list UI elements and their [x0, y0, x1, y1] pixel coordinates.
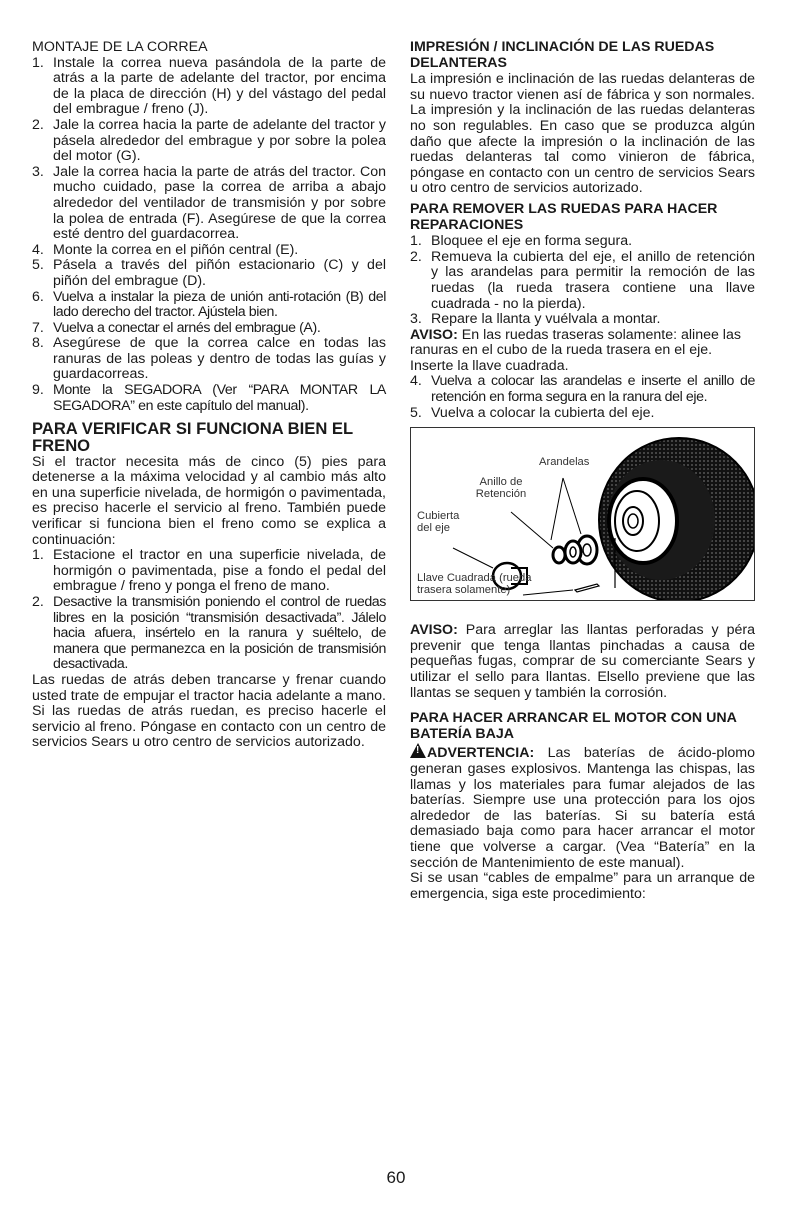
- belt-steps-list: [32, 56, 386, 415]
- list-item: 2. Desactive la transmisión poniendo el control de ruedas libres en la posición “transmisión desactivada”. Jálelo hacia afuera, insértelo en la ranura y suéltelo, de manera que permanezca en la posición de transmisión desactivada.: [32, 594, 386, 673]
- list-item: 5. Pásela a través del piñón estacionario (C) y del piñón del embrague (D).: [32, 257, 386, 289]
- remove-wheels-heading: PARA REMOVER LAS RUEDAS PARA HACER REPARACIONES: [410, 200, 718, 233]
- list-item: 4. Vuelva a colocar las arandelas e inserte el anillo de retención en forma segura en la ranura del eje.: [410, 373, 755, 406]
- brake-intro-paragraph: Si el tractor necesita más de cinco (5) pies para detenerse a la máxima velocidad y al cambio más alto en una superficie nivelada, de hormigón o pavimentada, es preciso hacerle el servicio al freno. También puede verificar si funciona bien el freno como se explica a continuación:: [32, 453, 386, 548]
- axle-cover-label: Cubierta del eje: [417, 510, 460, 535]
- aviso-tire-note: AVISO: Para arreglar las llantas perforadas y péra prevenir que tenga llantas pinchadas a causa de pequeñas fugas, comprar de su comerciante Sears y utilizar el sello para llantas. Elsello previene que las llantas se sequen y también la corrosión.: [410, 622, 755, 701]
- brake-outro-paragraph: Las ruedas de atrás deben trancarse y frenar cuando usted trate de empujar el tractor hacia adelante a mano. Si las ruedas de atrás ruedan, es preciso hacerle el servicio al freno. Póngase en contacto con un centro de servicios Sears u otro centro de servicios autorizado.: [32, 671, 386, 751]
- list-item: 6. Vuelva a instalar la pieza de unión anti-rotación (B) del lado derecho del tractor. Ajústela bien.: [32, 288, 386, 321]
- list-item: 8. Asegúrese de que la correa calce en todas las ranuras de las poleas y dentro de todas las guías y guardacorreas.: [32, 335, 386, 383]
- list-item: 5. Vuelva a colocar la cubierta del eje.: [410, 404, 655, 421]
- brake-steps-list: [32, 548, 386, 673]
- list-item: 2. Jale la correa hacia la parte de adelante del tractor y pásela alrededor del embrague y por sobre la polea del motor (G).: [32, 116, 386, 165]
- square-key-label: Llave Cuadrada (rueda trasera solamente): [417, 572, 532, 597]
- remove-wheels-steps-continued: [410, 374, 755, 421]
- page-number: 60: [386, 1168, 406, 1187]
- list-item: 1. Bloquee el eje en forma segura.: [410, 233, 633, 250]
- list-item: 9. Monte la SEGADORA (Ver “PARA MONTAR LA SEGADORA” en este capítulo del manual).: [32, 382, 386, 414]
- list-item: 3. Jale la correa hacia la parte de atrás del tractor. Con mucho cuidado, pase la correa de arriba a abajo alrededor del ventilador de transmisión y por sobre la polea de entrada (F). Asegúrese de que la correa esté dentro del guardacorrea.: [32, 163, 386, 243]
- aviso-rear-wheels-note: AVISO: En las ruedas traseras solamente: alinee las ranuras en el cubo de la rueda trasera en el eje. Inserte la llave cuadrada.: [410, 326, 741, 374]
- battery-warning-paragraph: ! ADVERTENCIA: Las baterías de ácido-plomo generan gases explosivos. Mantenga las chispas, las llamas y los materiales para fumar alejados de las baterías. Siempre use una protección para los ojos alrededor de las baterías. Si su batería está demasiado baja como para hacer arrancar el motor tiene que volverse a cargar. (Vea “Batería” en la sección de Mantenimiento de este manual).: [410, 745, 755, 871]
- list-item: 4. Monte la correa en el piñón central (E).: [32, 241, 299, 258]
- washers-label: Arandelas: [539, 456, 590, 469]
- low-battery-heading: PARA HACER ARRANCAR EL MOTOR CON UNA BATERÍA BAJA: [410, 710, 737, 742]
- right-column: [410, 40, 755, 902]
- toe-camber-paragraph: La impresión e inclinación de las ruedas delanteras de su nuevo tractor vienen así de fábrica y son normales. La impresión y la inclinación de las ruedas delanteras no son regulables. En caso que se produzca algún daño que afecte la impresión o la inclinación de las ruedas delanteras tal como vinieron de fábrica, póngase en contacto con un centro de servicios Sears u otro centro de servicios autorizado.: [410, 71, 755, 197]
- remove-wheels-steps: [410, 234, 755, 328]
- belt-section-heading: MONTAJE DE LA CORREA: [32, 39, 208, 55]
- left-column: [32, 40, 386, 751]
- toe-camber-heading: IMPRESIÓN / INCLINACIÓN DE LAS RUEDAS DELANTERAS: [410, 39, 715, 71]
- list-item: 3. Repare la llanta y vuélvala a montar.: [410, 311, 661, 328]
- list-item: 1. Instale la correa nueva pasándola de la parte de atrás a la parte de adelante del tractor, por encima de la placa de dirección (H) y del vástago del pedal del embrague / freno (J).: [32, 54, 386, 118]
- warning-triangle-icon: !: [410, 743, 426, 758]
- list-item: 2. Remueva la cubierta del eje, el anillo de retención y las arandelas para permitir la remoción de las ruedas (la rueda trasera contiene una llave cuadrada - no la pierda).: [410, 248, 755, 312]
- list-item: 1. Estacione el tractor en una superficie nivelada, de hormigón o pavimentada, pise a fondo el pedal del embrague / freno y ponga el freno de mano.: [32, 547, 386, 595]
- retaining-ring-label: Anillo de Retención: [475, 476, 527, 501]
- list-item: 7. Vuelva a conectar el arnés del embrague (A).: [32, 319, 321, 336]
- brake-section-heading: PARA VERIFICAR SI FUNCIONA BIEN EL FRENO: [32, 419, 353, 456]
- jump-start-paragraph: Si se usan “cables de empalme” para un arranque de emergencia, siga este procedimiento:: [410, 870, 755, 902]
- wheel-assembly-figure: [410, 427, 755, 601]
